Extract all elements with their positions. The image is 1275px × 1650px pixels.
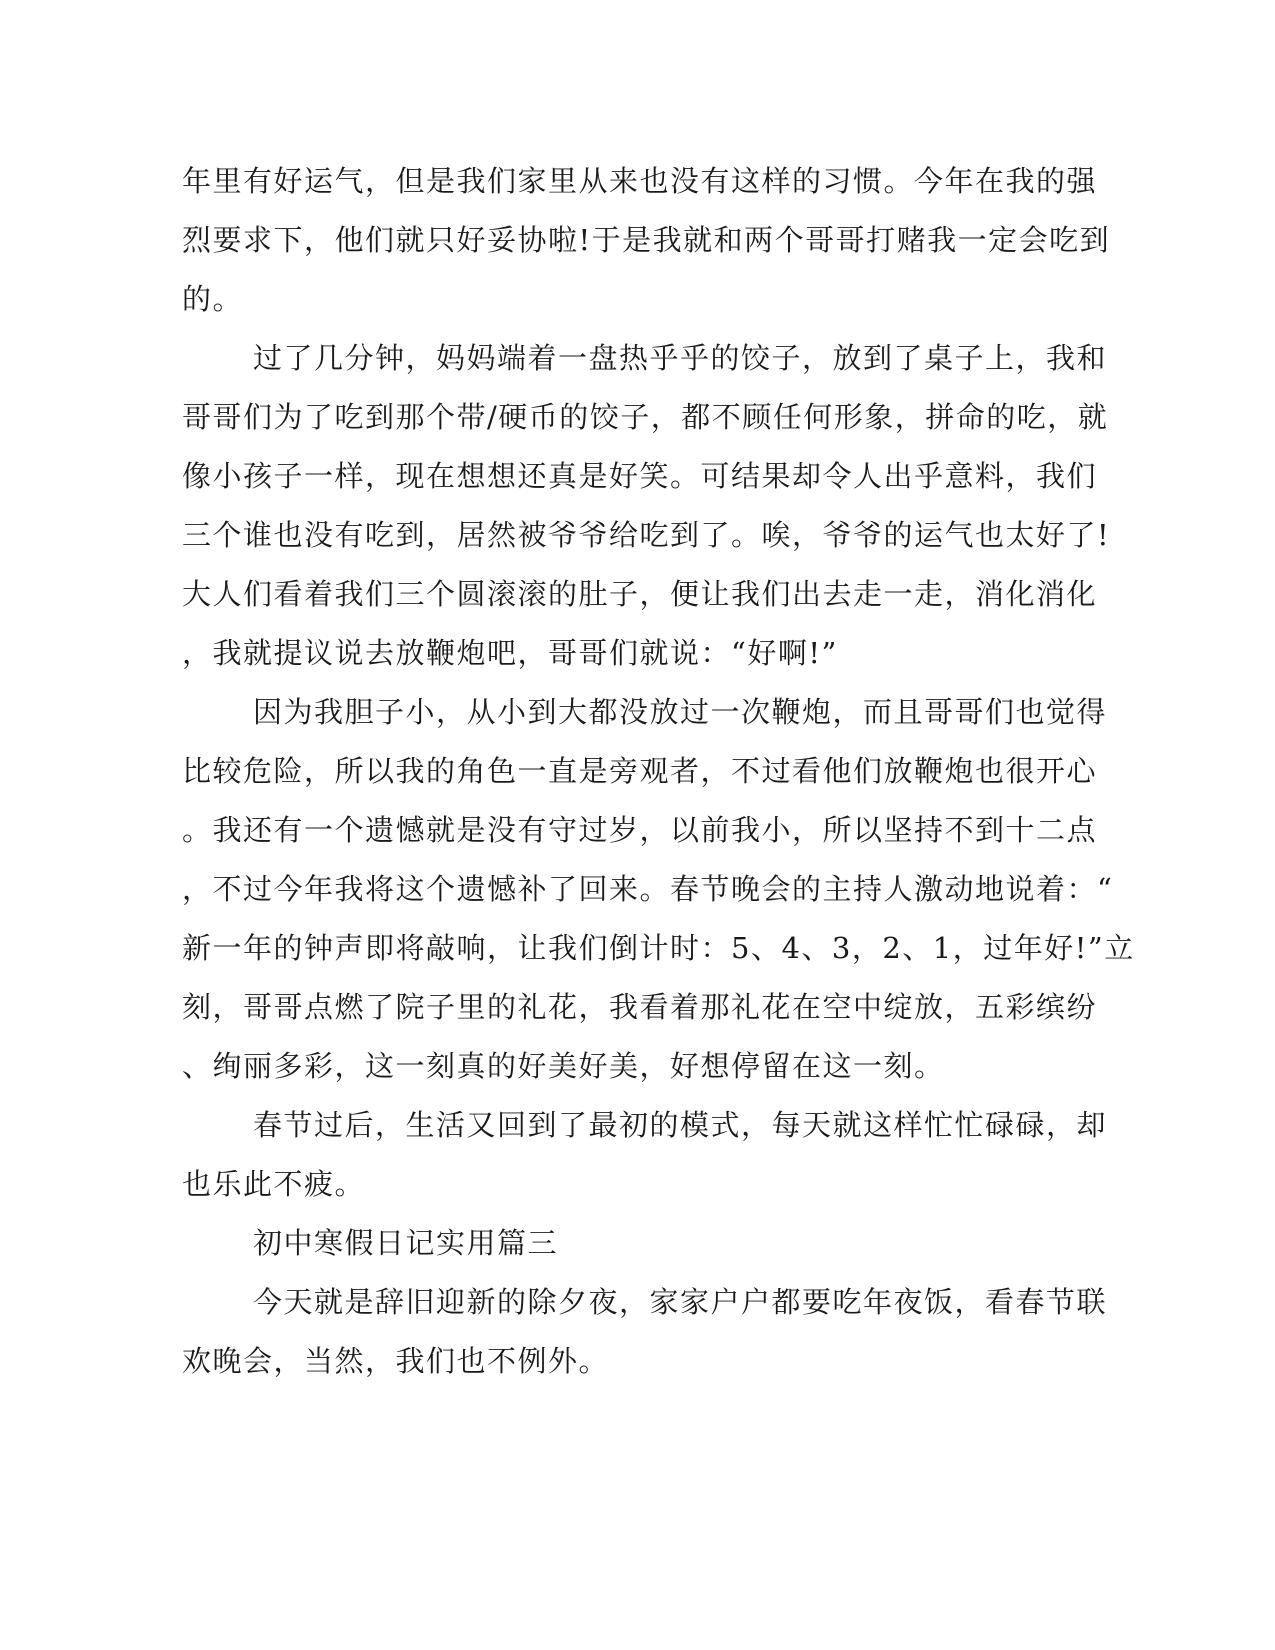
paragraph-start-line: 春节过后，生活又回到了最初的模式，每天就这样忙忙碌碌，却: [253, 1108, 1108, 1142]
text-line: 也乐此不疲。: [182, 1167, 366, 1201]
text-line: ，我就提议说去放鞭炮吧，哥哥们就说：“好啊!”: [182, 636, 838, 670]
text-line: 、绚丽多彩，这一刻真的好美好美，好想停留在这一刻。: [182, 1049, 945, 1083]
text-line: ，不过今年我将这个遗憾补了回来。春节晚会的主持人激动地说着：“: [182, 872, 1114, 906]
paragraph-start-line: 因为我胆子小，从小到大都没放过一次鞭炮，而且哥哥们也觉得: [253, 695, 1108, 729]
text-line: 哥哥们为了吃到那个带/硬币的饺子，都不顾任何形象，拼命的吃，就: [182, 400, 1109, 434]
text-line: 新一年的钟声即将敲响，让我们倒计时：5、4、3，2、1，过年好!”立: [182, 931, 1135, 965]
text-line: 烈要求下，他们就只好妥协啦!于是我就和两个哥哥打赌我一定会吃到: [182, 223, 1111, 257]
text-line: 的。: [182, 282, 244, 316]
text-line: 年里有好运气，但是我们家里从来也没有这样的习惯。今年在我的强: [182, 164, 1098, 198]
text-line: 欢晚会，当然，我们也不例外。: [182, 1344, 610, 1378]
text-line: 刻，哥哥点燃了院子里的礼花，我看着那礼花在空中绽放，五彩缤纷: [182, 990, 1098, 1024]
section-heading: 初中寒假日记实用篇三: [253, 1226, 559, 1260]
text-line: 。我还有一个遗憾就是没有守过岁，以前我小，所以坚持不到十二点: [182, 813, 1098, 847]
text-line: 大人们看着我们三个圆滚滚的肚子，便让我们出去走一走，消化消化: [182, 577, 1098, 611]
paragraph-start-line: 过了几分钟，妈妈端着一盘热乎乎的饺子，放到了桌子上，我和: [253, 341, 1108, 375]
paragraph-start-line: 今天就是辞旧迎新的除夕夜，家家户户都要吃年夜饭，看春节联: [253, 1285, 1108, 1319]
text-line: 三个谁也没有吃到，居然被爷爷给吃到了。唉，爷爷的运气也太好了!: [182, 518, 1111, 552]
text-line: 比较危险，所以我的角色一直是旁观者，不过看他们放鞭炮也很开心: [182, 754, 1098, 788]
text-line: 像小孩子一样，现在想想还真是好笑。可结果却令人出乎意料，我们: [182, 459, 1098, 493]
